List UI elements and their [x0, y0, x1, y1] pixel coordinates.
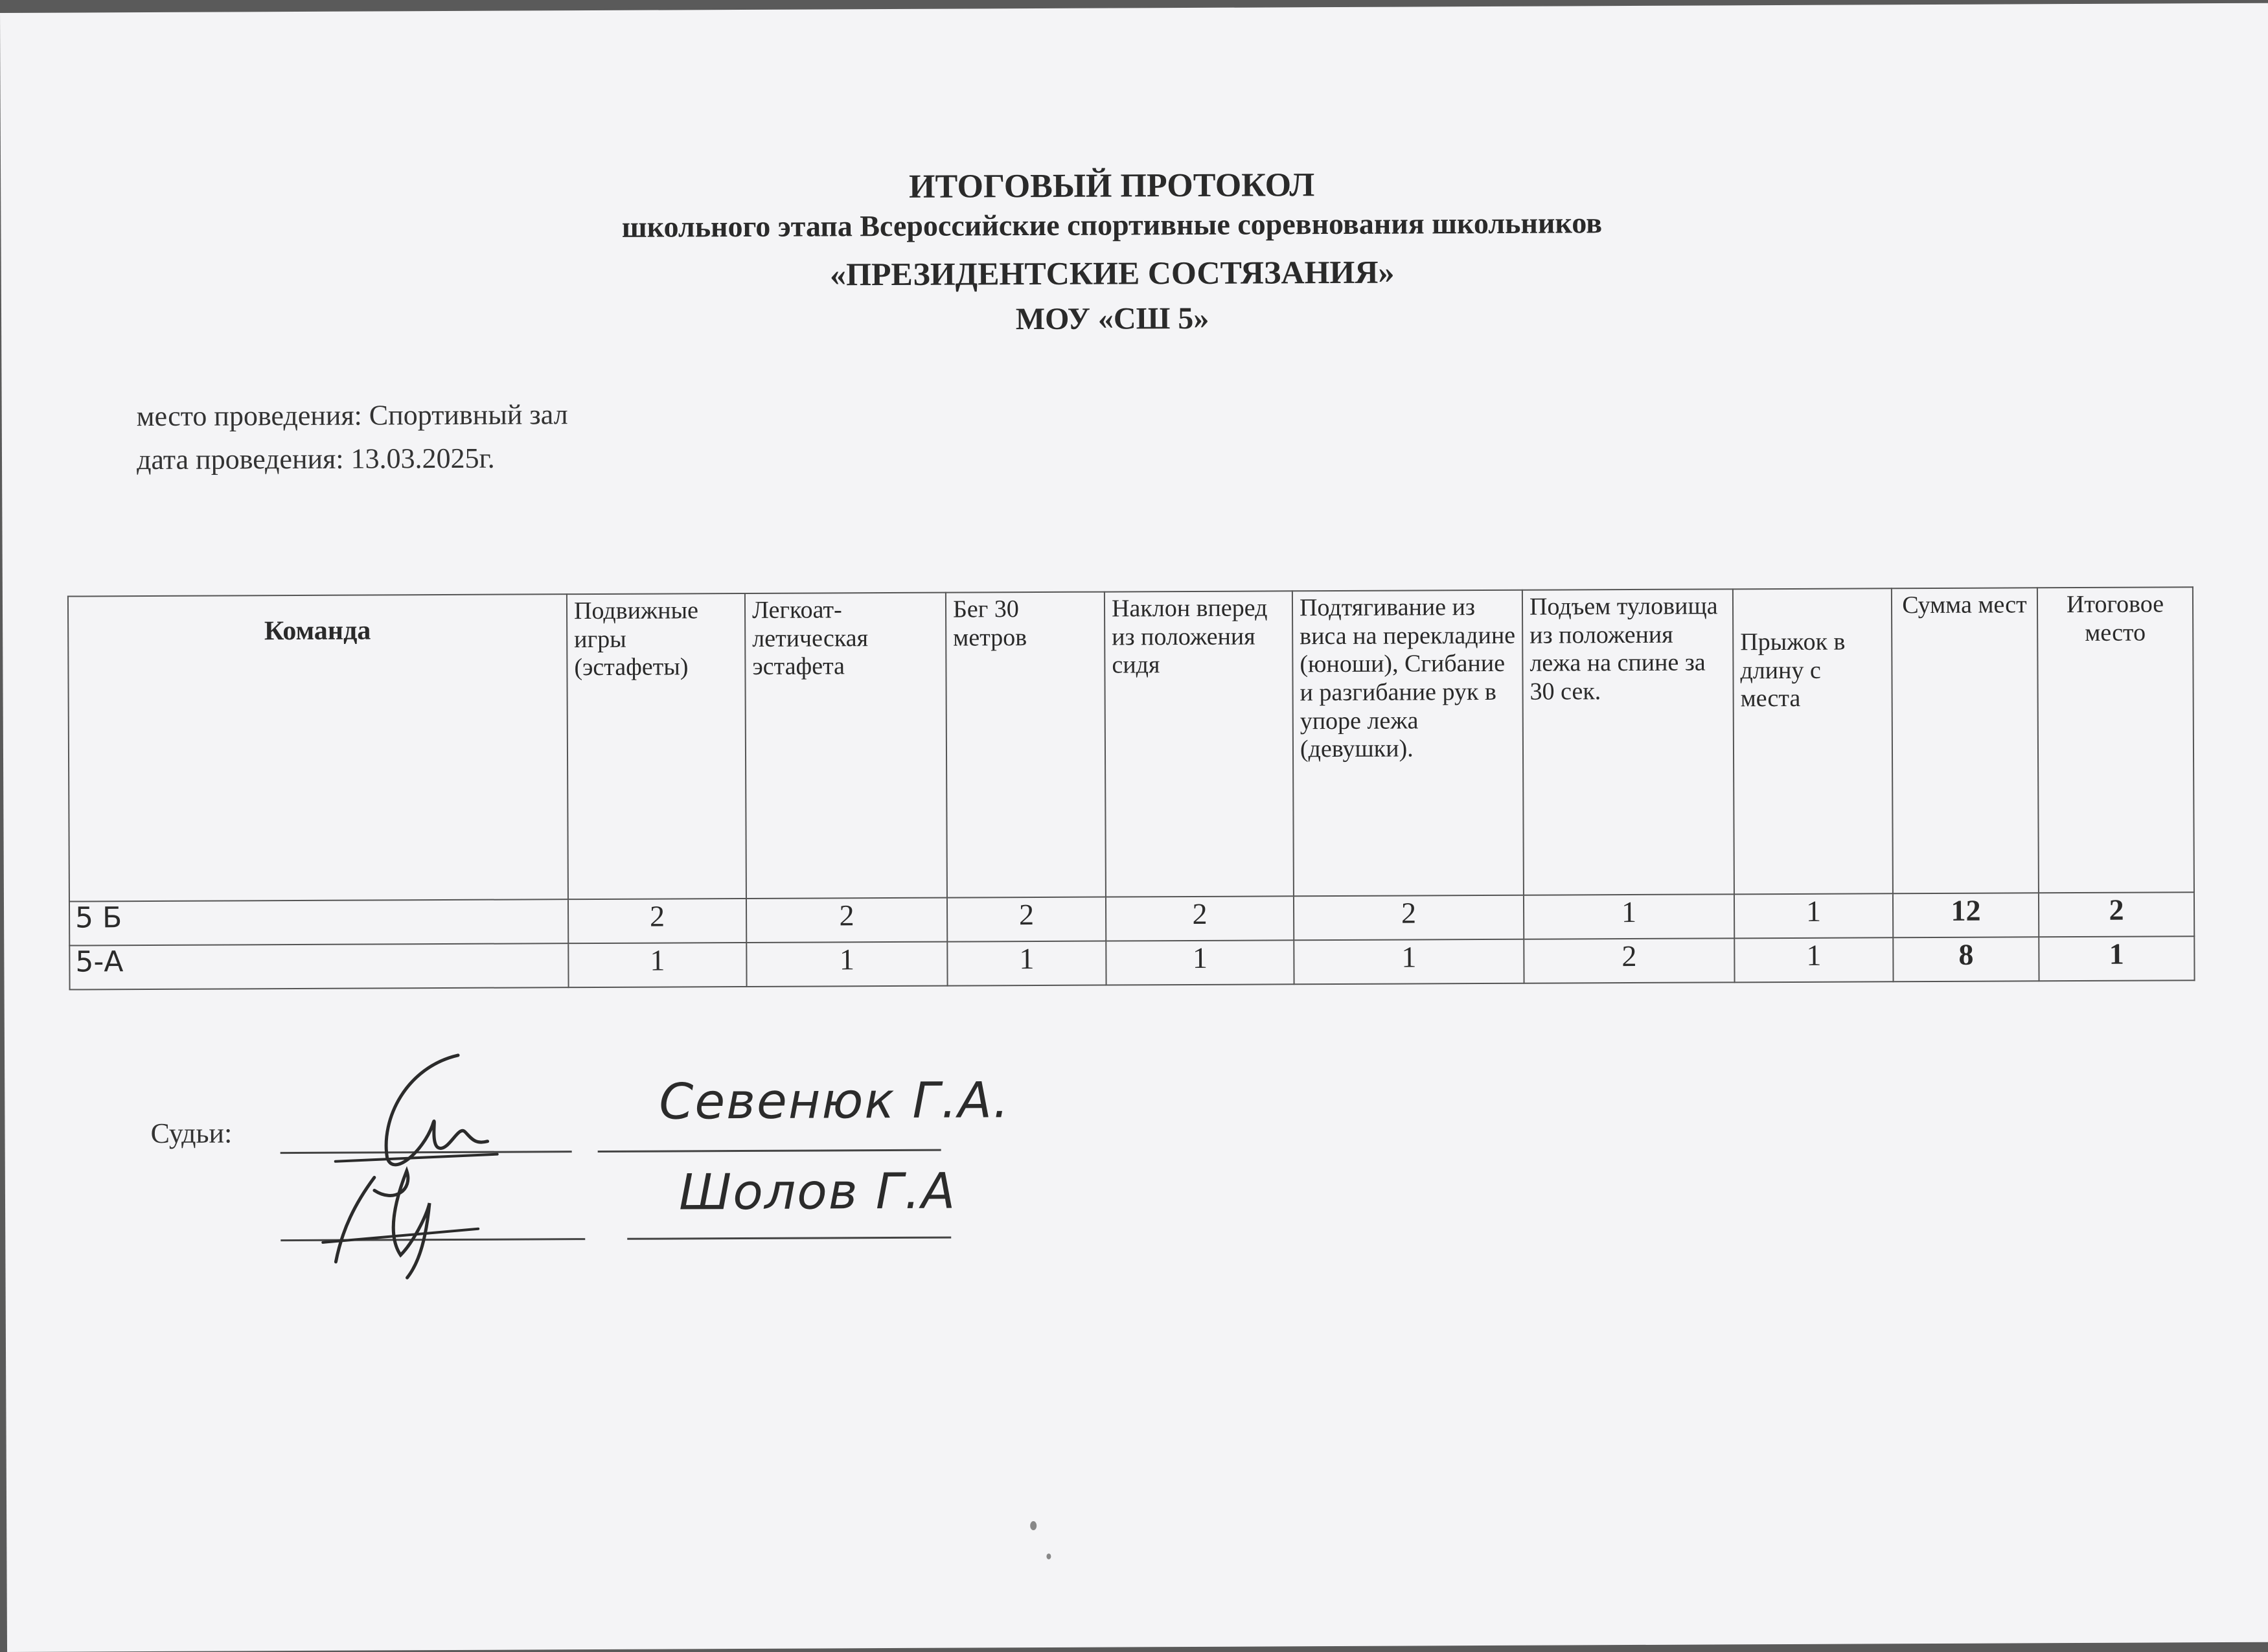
- team-name: 5-А: [69, 943, 568, 989]
- judge-name-1: Севенюк Г.А.: [659, 1071, 1011, 1130]
- header-mobile-games: Подвижные игры (эстафеты): [567, 593, 746, 899]
- score-cell: 1: [746, 942, 947, 987]
- document-page: [0, 3, 2268, 1652]
- document-title: ИТОГОВЫЙ ПРОТОКОЛ: [908, 166, 1315, 205]
- score-cell: 2: [1294, 895, 1524, 941]
- score-cell: 2: [947, 897, 1106, 942]
- header-sum-places: Сумма мест: [1892, 588, 2039, 893]
- score-cell: 1: [1524, 894, 1734, 939]
- header-athletics-relay: Легкоат-летическая эстафета: [745, 593, 947, 899]
- score-cell: 2: [568, 899, 746, 943]
- date-line: дата проведения: 13.03.2025г.: [136, 442, 495, 476]
- score-cell: 1: [1734, 937, 1893, 982]
- header-final-place: Итоговое место: [2037, 587, 2194, 893]
- sum-cell: 8: [1893, 937, 2039, 981]
- team-name: 5 Б: [69, 899, 568, 945]
- score-cell: 2: [746, 898, 947, 943]
- header-run-30m: Бег 30 метров: [946, 592, 1106, 898]
- competition-name: «ПРЕЗИДЕНТСКИЕ СОСТЯЗАНИЯ»: [829, 253, 1395, 293]
- paper-speck: [1046, 1554, 1051, 1559]
- header-pullups-pushups: Подтягивание из виса на перекладине (юноши), Сгибание и разгибание рук в упоре лежа (девушки).: [1292, 590, 1524, 897]
- score-cell: 1: [947, 941, 1106, 986]
- judges-label: Судьи:: [150, 1117, 233, 1150]
- school-name: МОУ «СШ 5»: [1015, 301, 1209, 337]
- header-forward-bend: Наклон вперед из положения сидя: [1105, 591, 1294, 897]
- header-long-jump: Прыжок в длину с места: [1733, 588, 1893, 894]
- table-header-row: [68, 587, 2194, 901]
- paper-speck: [1030, 1521, 1037, 1530]
- header-team: Команда: [68, 594, 568, 901]
- judge-name-2: Шолов Г.А: [678, 1162, 957, 1221]
- score-cell: 2: [1106, 896, 1294, 941]
- header-situps: Подъем туловища из положения лежа на спине за 30 сек.: [1522, 589, 1734, 895]
- score-cell: 1: [1106, 940, 1294, 985]
- final-place-cell: 2: [2039, 892, 2194, 937]
- signature-line: [598, 1149, 941, 1153]
- final-place-cell: 1: [2039, 936, 2194, 981]
- table-row: [69, 936, 2194, 989]
- score-cell: 1: [568, 943, 746, 987]
- signature-line: [627, 1237, 951, 1240]
- score-cell: 1: [1294, 939, 1524, 985]
- judge-signature-2: [316, 1164, 511, 1281]
- sum-cell: 12: [1893, 893, 2039, 937]
- score-cell: 2: [1524, 938, 1734, 983]
- judge-signature-1: [309, 1048, 504, 1178]
- venue-line: место проведения: Спортивный зал: [136, 398, 568, 433]
- score-cell: 1: [1734, 893, 1893, 938]
- document-subtitle: школьного этапа Всероссийские спортивные соревнования школьников: [621, 206, 1603, 244]
- results-table: [67, 586, 2195, 990]
